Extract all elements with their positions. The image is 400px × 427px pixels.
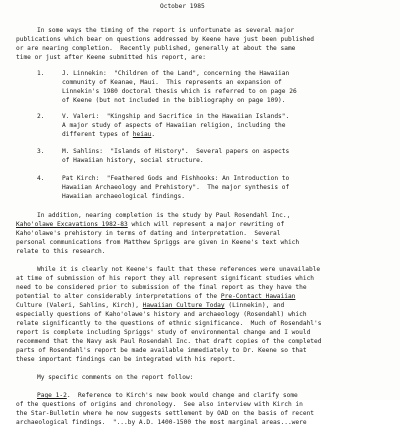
paragraph-line: personal communications from Matthew Spriggs are given in Keene's text which [16, 239, 300, 246]
paragraph-line: In some ways the timing of the report is unfortunate as several major [37, 27, 295, 34]
paragraph-line: parts of Rosendahl's report be made available immediately to Dr. Keene so that [16, 347, 307, 354]
list-item-line: V. Valeri: "Kingship and Sacrifice in the Hawaiian Islands". [62, 113, 290, 120]
list-item-line: M. Sahlins: "Islands of History". Several papers on aspects [62, 148, 290, 155]
paragraph-line: of the questions of origins and chronology. See also interview with Kirch in [16, 401, 303, 408]
underlined-text: Kaho'olawe Excavations 1982-83 [16, 221, 128, 228]
paragraph-line: potential to alter considerably interpretations of the Pre-Contact Hawaiian [16, 293, 296, 300]
list-item-line: A major study of aspects of Hawaiian religion, including the [62, 122, 286, 129]
paragraph-line: relate to this research. [16, 248, 106, 255]
paragraph-line: need to be considered prior to submission of the final report as they have the [16, 284, 307, 291]
list-item-line: of Keene (but not included in the bibliography on page 109). [62, 97, 286, 104]
list-number: 1. [37, 70, 45, 77]
list-item-line: Pat Kirch: "Feathered Gods and Fishhooks: An Introduction to [62, 175, 290, 182]
paragraph-line: or are nearing completion. Recently published, generally at about the same [16, 45, 296, 52]
list-item-line: community of Keanae, Maui. This represents an expansion of [62, 79, 282, 86]
paragraph-line: especially questions of Kaho'olawe's history and archaeology (Rosendahl) which [16, 311, 307, 318]
list-number: 4. [37, 175, 45, 182]
paragraph-line: Kaho'olawe's prehistory in terms of dating and interpretation. Several [16, 230, 281, 237]
paragraph-line: at time of submission of his report they all represent significant studies which [16, 275, 315, 282]
paragraph-line: While it is clearly not Keene's fault that these references were unavailable [37, 266, 321, 273]
list-item-line: Hawaiian Archaeology and Prehistory". The major synthesis of [62, 184, 290, 191]
paragraph-line: archaeological findings. "...by A.D. 1400-1500 the most marginal areas...were [16, 419, 307, 426]
document-date: October 1985 [160, 3, 205, 10]
list-number: 3. [37, 148, 45, 155]
list-item-line: different types of heiau. [62, 131, 156, 138]
paragraph-line: relate significantly to the questions of ethnic significance. Much of Rosendahl's [16, 320, 322, 327]
underlined-text: Page 1-2 [37, 392, 67, 399]
paragraph-line: report is complete including Spriggs' study of environmental change and I would [16, 329, 311, 336]
list-number: 2. [37, 113, 45, 120]
paragraph-line: publications which bear on questions addressed by Keene have just been published [16, 36, 315, 43]
paragraph-line: the Star-Bulletin where he now suggests settlement by OAD on the basis of recent [16, 410, 315, 417]
underlined-text: Pre-Contact Hawaiian [220, 293, 296, 300]
underlined-text: heiau [132, 131, 152, 138]
paragraph-line: recommend that the Navy ask Paul Rosendahl Inc. that draft copies of the completed [16, 338, 322, 345]
paragraph-line: Kaho'olawe Excavations 1982-83 which will represent a major rewriting of [16, 221, 285, 228]
underlined-text: Hawaiian Culture Today [142, 302, 225, 309]
list-item-line: Hawaiian archaeological findings. [62, 193, 185, 200]
list-item-line: of Hawaiian history, social structure. [62, 157, 204, 164]
paragraph-line: Page 1-2. Reference to Kirch's new book would change and clarify some [37, 392, 298, 399]
list-item-line: Linnekin's 1980 doctoral thesis which is referred to on page 26 [62, 88, 297, 95]
paragraph-line: My specific comments on the report follow: [37, 374, 194, 381]
list-item-line: J. Linnekin: "Children of the Land", concerning the Hawaiian [62, 70, 290, 77]
paragraph-line: these important findings can be integrated with his report. [16, 356, 236, 363]
paragraph-line: Culture (Valeri, Sahlins, Kirch), Hawaiian Culture Today (Linnekin), and [16, 302, 285, 309]
paragraph-line: time or just after Keene submitted his report, are: [16, 54, 206, 61]
paragraph-line: In addition, nearing completion is the study by Paul Rosendahl Inc., [37, 212, 291, 219]
